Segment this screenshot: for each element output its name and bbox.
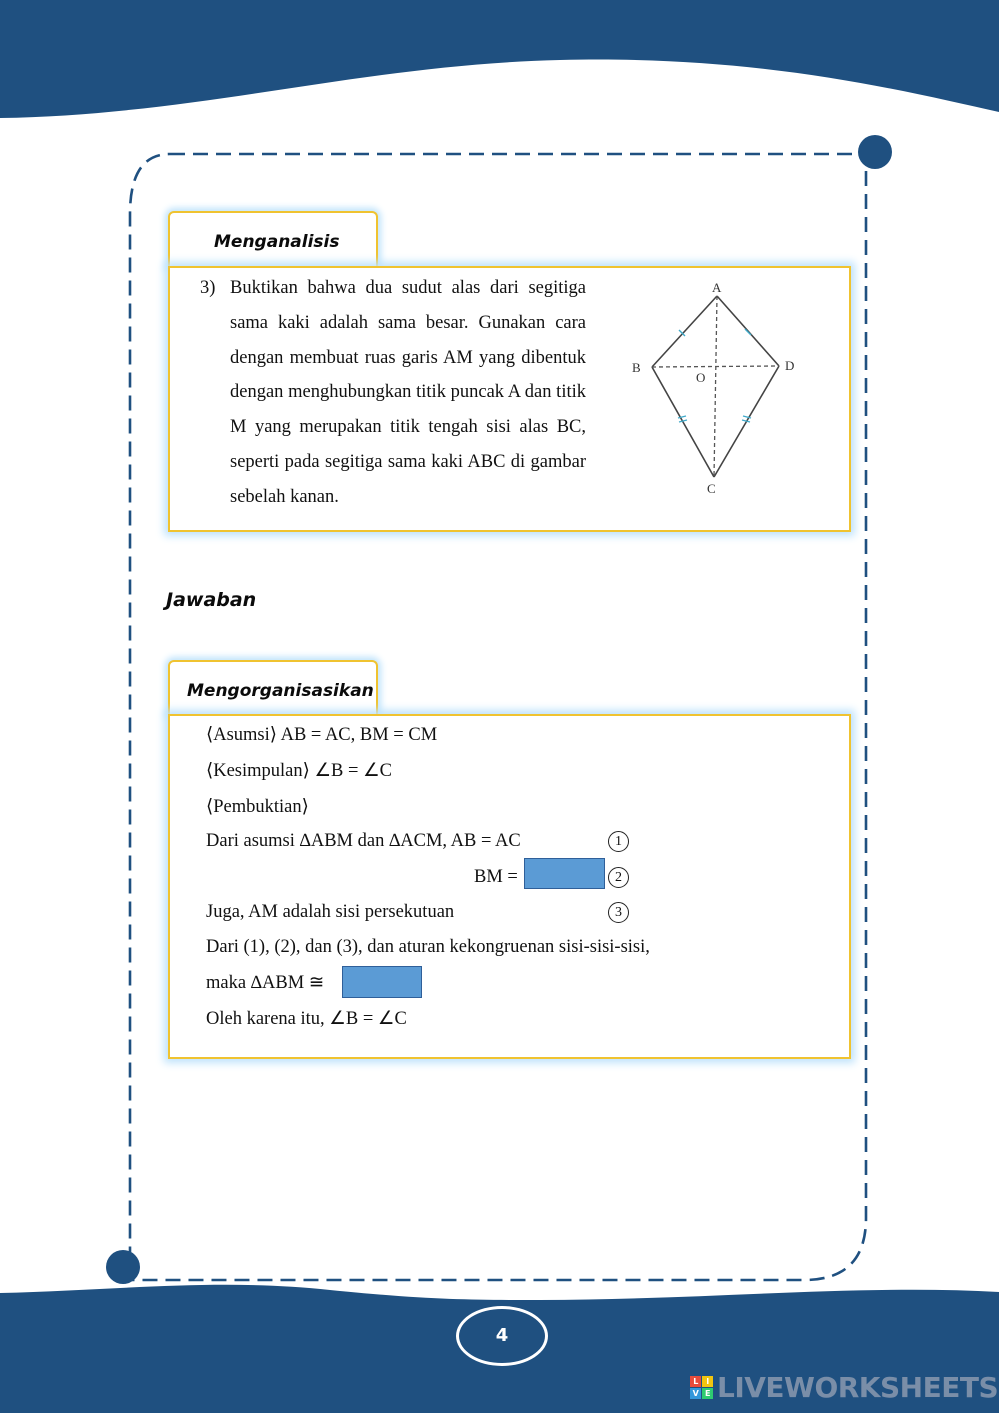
bottom-left-dot (106, 1250, 140, 1284)
step4-line: Dari (1), (2), dan (3), dan aturan kekongruenan sisi-sisi-sisi, (206, 937, 650, 957)
label-o: O (696, 370, 706, 385)
conclusion-line: ⟨Kesimpulan⟩ ∠B = ∠C (206, 761, 392, 781)
step5-line: maka ∆ABM ≅ (206, 973, 325, 993)
step3-marker: 3 (608, 902, 629, 923)
top-right-dot (858, 135, 892, 169)
organize-tab (168, 660, 378, 715)
liveworksheets-logo-icon (690, 1376, 713, 1399)
logo-letter-e: E (702, 1388, 713, 1399)
edge-ad (717, 296, 779, 366)
congruent-answer-blank[interactable] (342, 966, 422, 998)
liveworksheets-watermark (690, 1370, 998, 1404)
tick-dc-2 (742, 420, 750, 422)
step3-line: Juga, AM adalah sisi persekutuan (206, 902, 455, 922)
top-wave (0, 0, 999, 118)
label-a: A (712, 280, 722, 295)
tick-bc-2 (679, 420, 687, 422)
bm-answer-blank[interactable] (524, 858, 605, 889)
step6-line: Oleh karena itu, ∠B = ∠C (206, 1009, 407, 1029)
step1-marker: 1 (608, 831, 629, 852)
edge-ab (652, 296, 717, 367)
step2-marker: 2 (608, 867, 629, 888)
logo-letter-v: V (690, 1388, 701, 1399)
step1-line: Dari asumsi ∆ABM dan ∆ACM, AB = AC (206, 831, 521, 851)
page-number: 4 (456, 1306, 548, 1366)
label-b: B (632, 360, 641, 375)
proof-label: ⟨Pembuktian⟩ (206, 797, 309, 817)
logo-letter-i: I (702, 1376, 713, 1387)
diagonal-ac (714, 296, 717, 477)
step2-line: BM = (474, 867, 518, 887)
watermark-text: LIVEWORKSHEETS (717, 1370, 999, 1404)
analysis-tab-label: Menganalisis (214, 232, 340, 252)
analysis-tab (168, 211, 378, 267)
kite-figure (625, 278, 805, 498)
question-text: Buktikan bahwa dua sudut alas dari segitiga sama kaki adalah sama besar. Gunakan cara dengan membuat ruas garis AM yang dibentuk dengan menghubungkan titik puncak A dan titik M yang merupakan titik tengah sisi alas BC, seperti pada segitiga sama kaki ABC di gambar sebelah kanan. (230, 278, 586, 507)
label-d: D (785, 358, 795, 373)
answer-heading: Jawaban (166, 589, 257, 611)
organize-tab-label: Mengorganisasikan (187, 681, 374, 701)
logo-letter-l: L (690, 1376, 701, 1387)
question-number: 3) (200, 278, 216, 298)
label-c: C (707, 481, 716, 496)
assumption-line: ⟨Asumsi⟩ AB = AC, BM = CM (206, 725, 438, 745)
